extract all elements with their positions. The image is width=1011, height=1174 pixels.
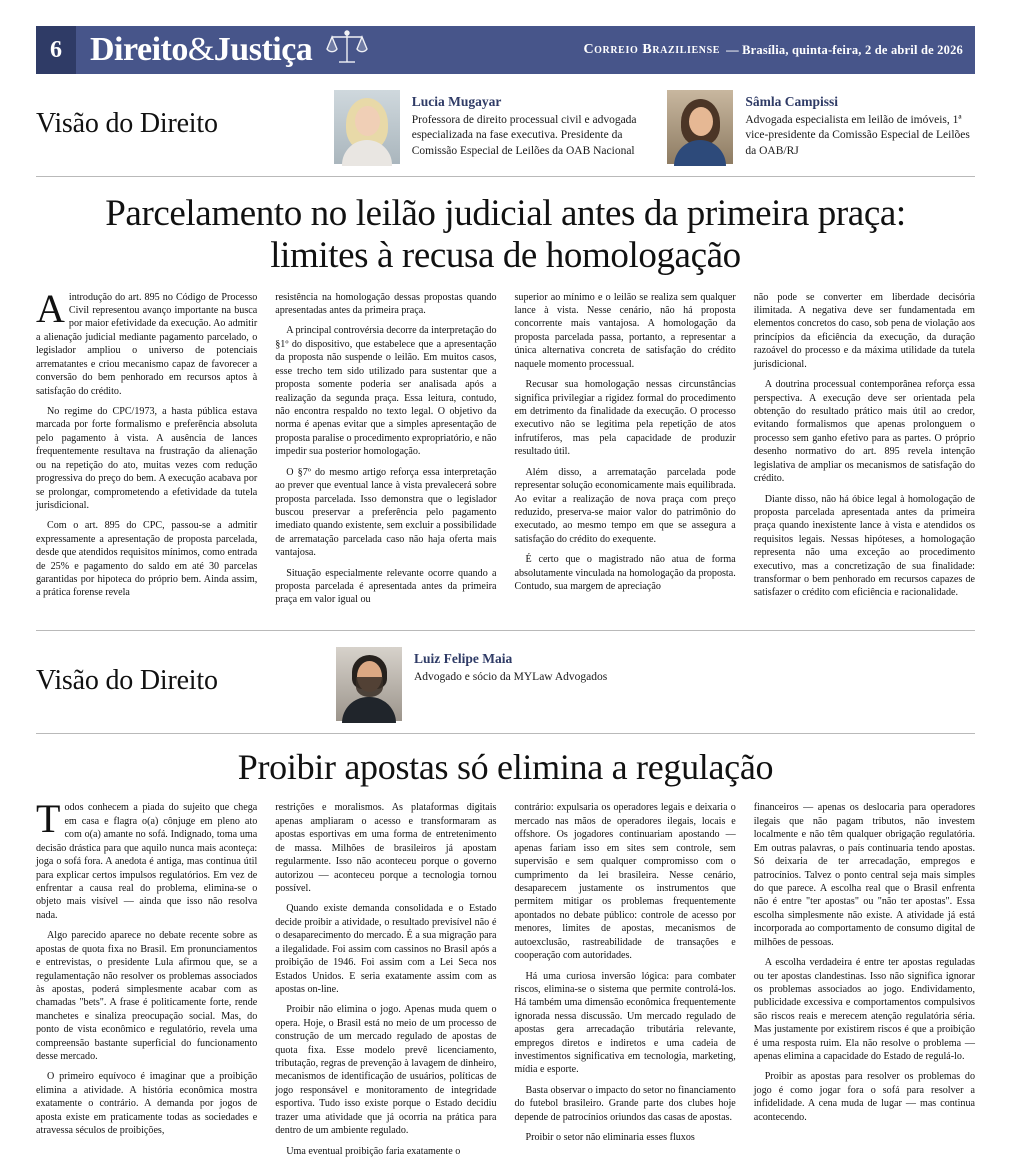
paragraph: Recusar sua homologação nessas circunstâncias significa privilegiar a rigidez formal do procedimento em detrimento da finalidade da execução. O processo executivo não se legitima pela repetição de atos infrutíferos, mas pela capacidade de produzir resultado útil. xyxy=(514,379,736,458)
paragraph: Uma eventual proibição faria exatamente o xyxy=(286,1145,461,1157)
masthead xyxy=(36,26,975,74)
article2-body xyxy=(36,796,975,1165)
paragraph: resistência na homologação dessas propostas quando apresentadas antes da primeira praça. xyxy=(275,291,497,317)
article1-column-3 xyxy=(515,291,736,614)
author-name: Lucia Mugayar xyxy=(411,94,502,109)
article1-byline-band xyxy=(36,90,975,177)
paragraph: Há uma curiosa inversão lógica: para combater riscos, elimina-se o sistema que permite controlá-los. Há também uma dimensão econômica frequentemente ignorada nessa discussão. Um mercado regulado de apostas gera arrecadação tributária relevante, empregos diretos e indiretos e uma cadeia de investimentos significativa em tecnologia, marketing, mídia e esporte. xyxy=(514,970,736,1076)
paragraph: restrições e moralismos. As plataformas digitais apenas ampliaram o acesso e transformaram as apostas esportivas em uma forma de entretenimento de massa. Milhões de brasileiros já apostam regularmente. Isso não aconteceu porque o governo autorizou — aconteceu porque a tecnologia tornou possível. xyxy=(275,802,497,894)
paragraph: No regime do CPC/1973, a hasta pública estava marcada por forte formalismo e preferência absoluta pelo pagamento à vista. A ausência de lances frequentemente resultava na frustração da alienação ou na repetição do ato, muitas vezes com redução progressiva do preço do bem. A execução acabava por se prolongar, comprometendo a efetividade da tutela jurisdicional. xyxy=(36,405,258,511)
scales-of-justice-icon xyxy=(326,28,368,73)
paragraph: Algo parecido aparece no debate recente sobre as apostas de quota fixa no Brasil. Em pronunciamentos e entrevistas, o presidente Lula afirmou que, se a regulamentação não resolver os problemas associados às apostas, poderá simplesmente acabar com as chamadas "bets". A frase é politicamente forte, rende manchetes e sinaliza preocupação social. Mas, do ponto de vista econômico e regulatório, revela uma compreensão bastante superficial do funcionamento desse mercado. xyxy=(36,930,258,1063)
article2-author xyxy=(336,647,646,721)
paragraph: não pode se converter em liberdade decisória ilimitada. A negativa deve ser fundamentada em elementos concretos do caso, sob pena de violação aos princípios da eficiência da execução, da duração razoável do processo e da máxima utilidade da tutela jurisdicional. xyxy=(753,291,975,370)
paragraph: Proibir as apostas para resolver os problemas do jogo é como jogar fora o sofá para resolver a infidelidade. A cena muda de lugar — mas continua acontecendo. xyxy=(753,1071,975,1123)
article1-headline: Parcelamento no leilão judicial antes da primeira praça: limites à recusa de homologação xyxy=(105,193,906,276)
article1-column-2 xyxy=(275,291,496,614)
section-title-sub: Justiça xyxy=(213,31,313,68)
paragraph: Basta observar o impacto do setor no financiamento do futebol brasileiro. Grande parte dos clubes hoje depende de patrocínios oriundos das casas de apostas. xyxy=(514,1084,736,1123)
paragraph: A doutrina processual contemporânea reforça essa perspectiva. A execução deve ser orientada pela obtenção do resultado prático mais útil ao credor, evitando formalismos que apenas prolonguem o processo sem ganho efetivo para as partes. O próprio desenho normativo do art. 895 revela intenção legislativa de ampliar os mecanismos de satisfação do crédito. xyxy=(753,379,975,485)
dropcap: A xyxy=(36,285,65,331)
article1-author-2 xyxy=(667,90,975,164)
paragraph: financeiros — apenas os deslocaria para operadores ilegais que não pagam tributos, não investem localmente e não têm qualquer obrigação regulatória. Em outras palavras, o país continuaria tendo apostas. Só deixaria de ter arrecadação, empregos e patrocínios. Talvez o ponto central seja mais simples do que parece. A escolha real que o Brasil enfrenta não é entre "ter apostas" ou "não ter apostas". Essa escolha simplesmente não existe. A atividade já está incorporada ao comportamento de consumo digital de milhões de pessoas. xyxy=(753,802,975,948)
page-number: 6 xyxy=(36,26,76,74)
article1-section-label: Visão do Direito xyxy=(36,108,218,139)
newspaper-name: Correio Braziliense xyxy=(583,42,721,57)
article2-column-2 xyxy=(275,801,496,1165)
article2-column-3 xyxy=(515,801,736,1165)
section-title-main: Direito xyxy=(90,31,188,68)
article2-column-4 xyxy=(754,801,975,1165)
paragraph: introdução do art. 895 no Código de Processo Civil representou avanço importante na busca por maior efetividade da execução. Ao admitir a alienação judicial mediante pagamento parcelado, o legislador ampliou o universo de potenciais arrematantes e criou mecanismo capaz de favorecer a conversão do bem penhorado em recursos aptos à satisfação do crédito. xyxy=(36,291,258,397)
article2-section-label: Visão do Direito xyxy=(36,664,218,696)
article1-author-1 xyxy=(334,90,642,164)
article1-body xyxy=(36,285,975,614)
paragraph: A escolha verdadeira é entre ter apostas reguladas ou ter apostas clandestinas. Isso não significa ignorar os problemas associados ao jogo. Endividamento, publicidade excessiva e comportamentos compulsivos são riscos reais e merecem atenção regulatória séria. Mas justamente por existirem riscos é que a proibição é uma resposta ruim. Ela não resolve o problema — apenas elimina a capacidade do Estado de regulá-lo. xyxy=(753,957,975,1063)
section-banner xyxy=(76,26,975,74)
author-role: Professora de direito processual civil e advogada especializada na fase executiva. Presidente da Comissão Especial de Leilões da OAB Nacional xyxy=(411,114,637,157)
masthead-dateline xyxy=(583,42,975,58)
newspaper-page xyxy=(0,26,1011,1174)
dropcap: T xyxy=(36,796,61,842)
article-divider xyxy=(36,630,975,631)
author-portrait xyxy=(334,90,400,164)
paragraph: É certo que o magistrado não atua de forma absolutamente vinculada na homologação da proposta. Contudo, sua margem de apreciação xyxy=(514,554,736,593)
paragraph: A principal controvérsia decorre da interpretação do §1º do dispositivo, que estabelece que a apresentação da proposta não suspende o leilão. Em muitos casos, esse trecho tem sido utilizado para sustentar que a proposta somente poderia ser analisada após a realização da segunda praça. Essa leitura, contudo, não encontra respaldo no texto legal. O objetivo da norma é apenas evitar que a simples apresentação de proposta paralise o procedimento expropriatório, e não impedir sua posterior homologação. xyxy=(275,325,497,458)
paragraph: contrário: expulsaria os operadores legais e deixaria o mercado nas mãos de operadores ilegais, locais e offshore. Os jogadores continuariam apostando — apenas fariam isso em sites sem controle, sem supervisão e sem qualquer compromisso com o cumprimento da lei brasileira. Nesse cenário, desaparecem justamente os instrumentos que permitem mitigar os problemas frequentemente apontados no debate público: controle de acesso por menores, limites de apostas, mecanismos de autoexclusão, rastreabilidade de transações e cooperação com autoridades. xyxy=(514,802,736,962)
author-name: Luiz Felipe Maia xyxy=(414,650,513,666)
publication-date: — Brasília, quinta-feira, 2 de abril de 2026 xyxy=(726,42,963,57)
article1-column-4 xyxy=(754,291,975,614)
article2-headline: Proibir apostas só elimina a regulação xyxy=(237,746,774,787)
paragraph: O §7º do mesmo artigo reforça essa interpretação ao prever que eventual lance à vista prevalecerá sobre proposta parcelada. Isso demonstra que o legislador buscou preservar a preferência pelo pagamento imediato quando existente, sem excluir a possibilidade de arrematação parcelada caso não haja oferta mais vantajosa. xyxy=(275,466,497,559)
author-role: Advogada especialista em leilão de imóveis, 1ª vice-presidente da Comissão Especial de Leilões da OAB/RJ xyxy=(745,114,970,157)
paragraph: Diante disso, não há óbice legal à homologação de proposta parcelada apresentada antes da primeira praça quando inexistente lance à vista e atendidos os requisitos legais. Nessas hipóteses, a homologação representa não uma exceção ao procedimento executivo, mas a concretização de sua finalidade: transformar o bem penhorado em recursos capazes de satisfazer o crédito com eficiência e racionalidade. xyxy=(753,493,975,599)
paragraph: Proibir o setor não eliminaria esses fluxos xyxy=(525,1132,695,1144)
paragraph: Com o art. 895 do CPC, passou-se a admitir expressamente a apresentação de proposta parcelada, desde que atendidos requisitos mínimos, como entrada de 25% e pagamento do saldo em até 30 parcelas garantidas por hipoteca do próprio bem. Ainda assim, a prática forense revela xyxy=(36,520,258,599)
author-name: Sâmla Campissi xyxy=(745,94,839,109)
paragraph: Quando existe demanda consolidada e o Estado decide proibir a atividade, o resultado previsível não é o desaparecimento do mercado. É a sua migração para a ilegalidade. Foi assim com cassinos no Brasil após a proibição de 1946. Foi assim com a Lei Seca nos Estados Unidos. E seria exatamente assim com as apostas on-line. xyxy=(275,903,497,995)
paragraph: Proibir não elimina o jogo. Apenas muda quem o opera. Hoje, o Brasil está no meio de um processo de construção de um mercado regulado de apostas de quota fixa. Esse modelo prevê licenciamento, tributação, regras de prevenção à lavagem de dinheiro, mecanismos de identificação de usuários, políticas de jogo responsável e monitoramento de integridade esportiva. Tudo isso existe porque o Estado decidiu trazer uma atividade que já ocorria na prática para dentro de um ambiente regulado. xyxy=(275,1004,497,1137)
paragraph: O primeiro equívoco é imaginar que a proibição elimina a atividade. A história econômica mostra exatamente o contrário. A demanda por jogos de aposta existe em praticamente todas as sociedades e atravessa séculos de proibições, xyxy=(36,1071,258,1137)
paragraph: superior ao mínimo e o leilão se realiza sem qualquer lance à vista. Nesse cenário, não há proposta concorrente mais vantajosa. A homologação da proposta parcelada passa, portanto, a representar a única alternativa concreta de satisfação do crédito naquele momento processual. xyxy=(514,291,736,370)
paragraph: Além disso, a arrematação parcelada pode representar solução economicamente mais equilibrada. Ao evitar a realização de nova praça com preço reduzido, preserva-se maior valor do patrimônio do executado, ao mesmo tempo em que se assegura a satisfação do crédito do exequente. xyxy=(514,466,736,545)
article1-column-1 xyxy=(36,285,258,614)
author-portrait xyxy=(667,90,733,164)
article2-column-1 xyxy=(36,796,258,1165)
article2-byline-band xyxy=(36,647,975,734)
paragraph: odos conhecem a piada do sujeito que chega em casa e flagra o(a) cônjuge em pleno ato com o(a) amante no sofá. Indignado, toma uma decisão drástica para que aquilo nunca mais aconteça: joga o sofá fora. A anedota é antiga, mas continua útil para explicar certos impulsos regulatórios. Em vez de enfrentar a causa real do problema, elimina-se o objeto mais visível — ainda que isso não resolva nada. xyxy=(36,802,258,921)
paragraph: Situação especialmente relevante ocorre quando a proposta parcelada é apresentada antes da primeira praça em valor igual ou xyxy=(275,567,497,606)
section-title-ampersand: & xyxy=(187,31,214,68)
author-role: Advogado e sócio da MYLaw Advogados xyxy=(414,670,608,683)
section-title xyxy=(90,33,312,67)
author-portrait xyxy=(336,647,402,721)
